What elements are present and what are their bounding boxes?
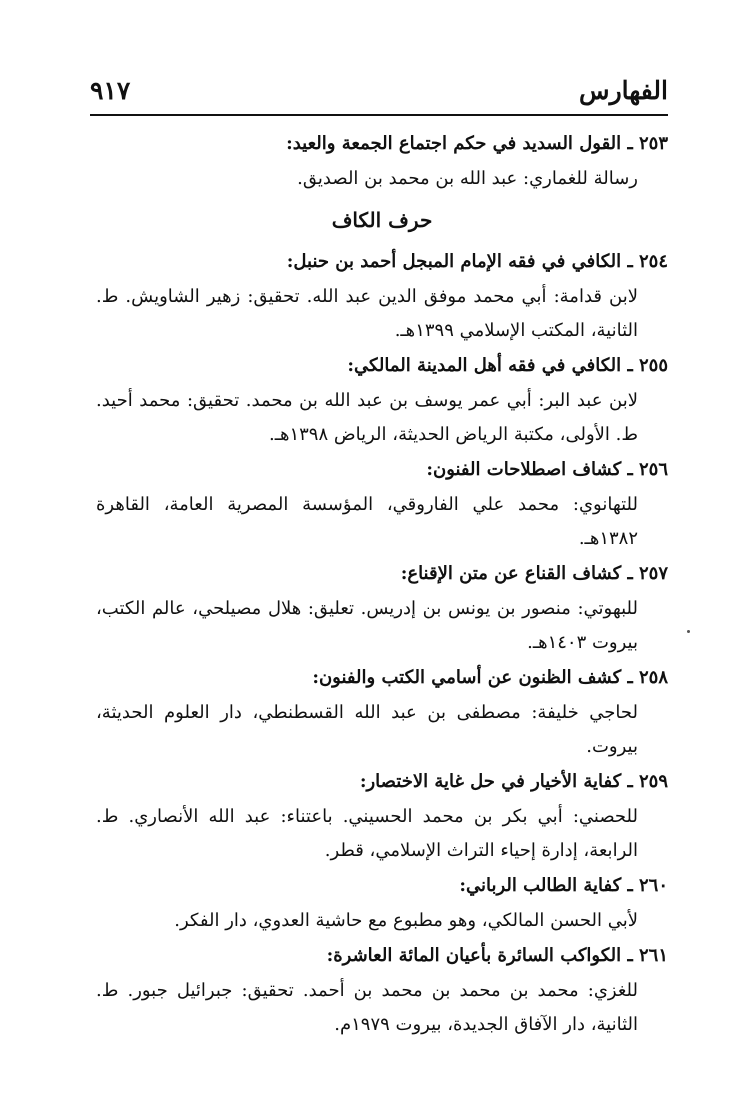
entry-title-line: ٢٥٥ ـ الكافي في فقه أهل المدينة المالكي: (96, 348, 668, 384)
entry-description: لابن عبد البر: أبي عمر يوسف بن عبد الله بن محمد. تحقيق: محمد أحيد. ط. الأولى، مكتبة الرياض الحديثة، الرياض ١٣٩٨هـ. (96, 390, 638, 445)
section-heading: حرف الكاف (331, 208, 433, 232)
entry-title: الكافي في فقه الإمام المبجل أحمد بن حنبل: (286, 251, 622, 272)
index-entry (96, 868, 668, 938)
entry-title-line: ٢٥٨ ـ كشف الظنون عن أسامي الكتب والفنون: (96, 660, 668, 696)
entry-title: كشاف اصطلاحات الفنون: (426, 459, 622, 480)
entry-title: كفاية الطالب الرباني: (459, 875, 622, 896)
entry-description: للبهوتي: منصور بن يونس بن إدريس. تعليق: هلال مصيلحي، عالم الكتب، بيروت ١٤٠٣هـ. (96, 598, 638, 653)
index-entry (96, 348, 668, 452)
entry-number: ٢٦٠ (638, 875, 668, 896)
entry-title: كشاف القناع عن متن الإقناع: (400, 563, 622, 584)
index-entry (96, 764, 668, 868)
index-entry (96, 556, 668, 660)
entry-number: ٢٦١ (638, 945, 668, 966)
entry-number: ٢٥٧ (638, 563, 668, 584)
index-content (96, 126, 668, 1042)
index-entry (96, 660, 668, 764)
entry-title: الكافي في فقه أهل المدينة المالكي: (347, 355, 622, 376)
entry-number: ٢٥٤ (638, 251, 668, 272)
running-title: الفهارس (579, 76, 668, 105)
entry-description: للغزي: محمد بن محمد بن محمد بن أحمد. تحقيق: جبرائيل جبور. ط. الثانية، دار الآفاق الجديدة، بيروت ١٩٧٩م. (96, 980, 638, 1035)
entry-title-line: ٢٥٣ ـ القول السديد في حكم اجتماع الجمعة والعيد: (96, 126, 668, 162)
entry-number: ٢٥٥ (638, 355, 668, 376)
entry-description: لحاجي خليفة: مصطفى بن عبد الله القسطنطي، دار العلوم الحديثة، بيروت. (96, 702, 638, 757)
entry-title-line: ٢٦١ ـ الكواكب السائرة بأعيان المائة العاشرة: (96, 938, 668, 974)
entry-description: للتهانوي: محمد علي الفاروقي، المؤسسة المصرية العامة، القاهرة ١٣٨٢هـ. (96, 494, 638, 549)
print-speck (687, 630, 690, 633)
entry-title: كشف الظنون عن أسامي الكتب والفنون: (312, 667, 622, 688)
entry-title-line: ٢٥٤ ـ الكافي في فقه الإمام المبجل أحمد بن حنبل: (96, 244, 668, 280)
entry-number: ٢٥٨ (638, 667, 668, 688)
entry-number: ٢٥٦ (638, 459, 668, 480)
index-entry (96, 244, 668, 348)
entry-title: الكواكب السائرة بأعيان المائة العاشرة: (326, 945, 622, 966)
entry-title-line: ٢٦٠ ـ كفاية الطالب الرباني: (96, 868, 668, 904)
page-header (90, 68, 668, 116)
entry-description: للحصني: أبي بكر بن محمد الحسيني. باعتناء: عبد الله الأنصاري. ط. الرابعة، إدارة إحياء التراث الإسلامي، قطر. (96, 806, 638, 861)
index-entry (96, 938, 668, 1042)
entry-title: القول السديد في حكم اجتماع الجمعة والعيد: (286, 133, 622, 154)
entry-description: لأبي الحسن المالكي، وهو مطبوع مع حاشية العدوي، دار الفكر. (174, 910, 638, 931)
index-entry (96, 452, 668, 556)
entry-number: ٢٥٩ (638, 771, 668, 792)
index-entry (96, 126, 668, 196)
page-number: ٩١٧ (90, 76, 131, 105)
entry-description: رسالة للغماري: عبد الله بن محمد بن الصديق. (297, 168, 638, 189)
entry-description: لابن قدامة: أبي محمد موفق الدين عبد الله. تحقيق: زهير الشاويش. ط. الثانية، المكتب الإسلامي ١٣٩٩هـ. (96, 286, 638, 341)
entry-number: ٢٥٣ (638, 133, 668, 154)
entry-title: كفاية الأخيار في حل غاية الاختصار: (359, 771, 622, 792)
entry-title-line: ٢٥٧ ـ كشاف القناع عن متن الإقناع: (96, 556, 668, 592)
entry-title-line: ٢٥٦ ـ كشاف اصطلاحات الفنون: (96, 452, 668, 488)
entry-title-line: ٢٥٩ ـ كفاية الأخيار في حل غاية الاختصار: (96, 764, 668, 800)
